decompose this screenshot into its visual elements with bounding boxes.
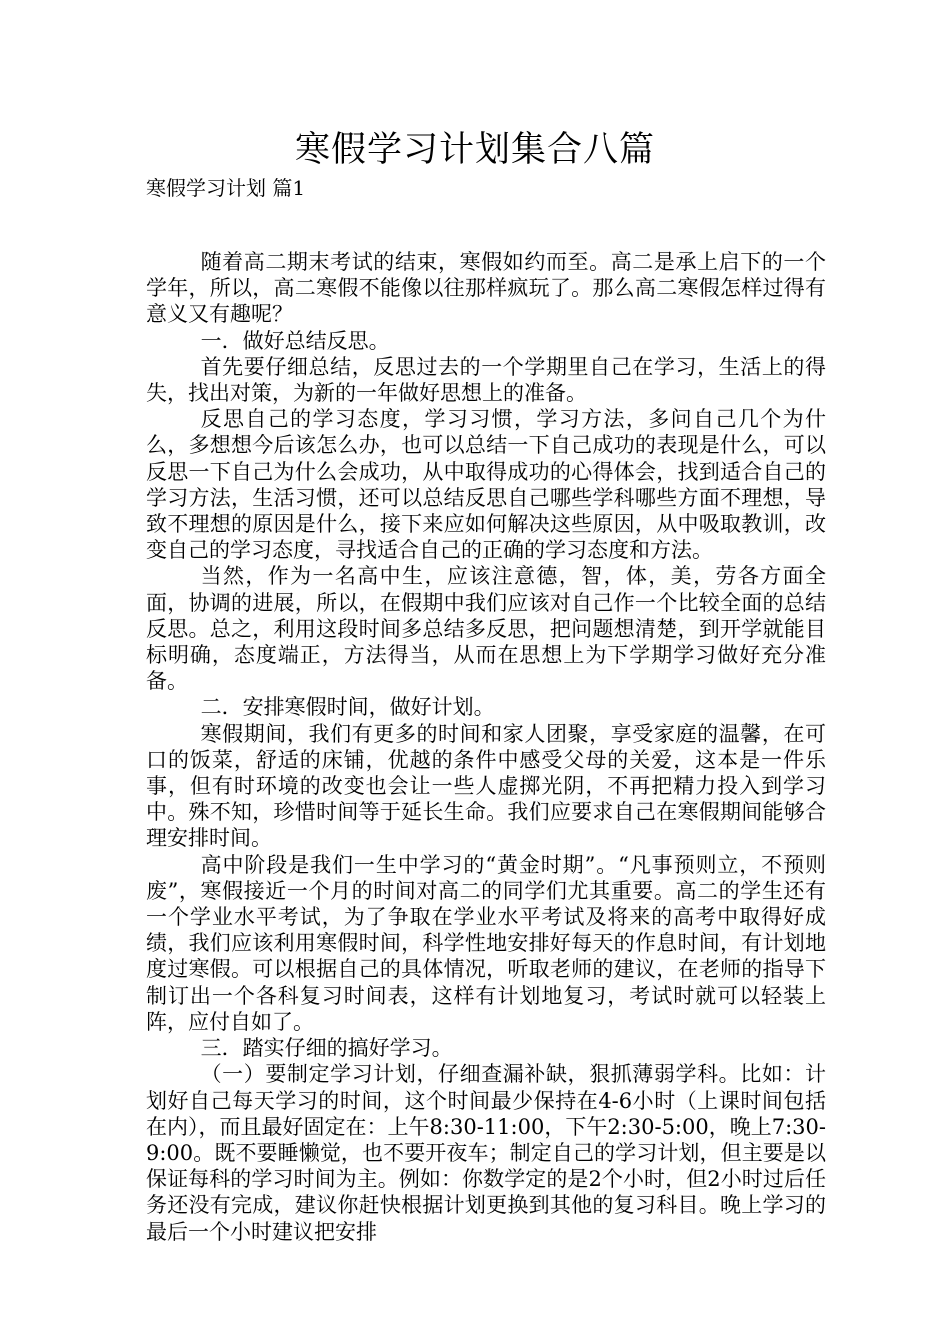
document-body bbox=[146, 249, 826, 1245]
section-heading-1: 一．做好总结反思。 bbox=[200, 328, 390, 353]
document-title: 寒假学习计划集合八篇 bbox=[294, 130, 655, 170]
paragraph: 寒假期间，我们有更多的时间和家人团聚，享受家庭的温馨，在可口的饭菜，舒适的床铺，优越的条件中感受父母的关爱，这本是一件乐事，但有时环境的改变也会让一些人虚掷光阴，不再把精力投入到学习中。殊不知，珍惜时间等于延长生命。我们应要求自己在寒假期间能够合理安排时间。 bbox=[146, 721, 826, 851]
section-heading-3: 三．踏实仔细的搞好学习。 bbox=[200, 1036, 453, 1061]
document-subtitle: 寒假学习计划 篇1 bbox=[146, 176, 306, 200]
paragraph: （一）要制定学习计划，仔细查漏补缺，狠抓薄弱学科。比如：计划好自己每天学习的时间，这个时间最少保持在4-6小时（上课时间包括在内），而且最好固定在：上午8:30-11:00，下午2:30-5:00，晚上7:30-9:00。既不要睡懒觉，也不要开夜车；制定自己的学习计划，但主要是以保证每科的学习时间为主。例如：你数学定的是2个小时，但2小时过后任务还没有完成，建议你赶快根据计划更换到其他的复习科目。晚上学习的最后一个小时建议把安排 bbox=[146, 1062, 826, 1244]
paragraph: 当然，作为一名高中生，应该注意德，智，体，美，劳各方面全面，协调的进展，所以，在假期中我们应该对自己作一个比较全面的总结反思。总之，利用这段时间多总结多反思，把问题想清楚，到开学就能目标明确，态度端正，方法得当，从而在思想上为下学期学习做好充分准备。 bbox=[146, 564, 826, 694]
section-heading-2: 二．安排寒假时间，做好计划。 bbox=[200, 695, 495, 720]
paragraph-intro: 随着高二期末考试的结束，寒假如约而至。高二是承上启下的一个学年，所以，高二寒假不能像以往那样疯玩了。那么高二寒假怎样过得有意义又有趣呢？ bbox=[146, 250, 826, 327]
paragraph: 首先要仔细总结，反思过去的一个学期里自己在学习，生活上的得失，找出对策，为新的一年做好思想上的准备。 bbox=[146, 354, 826, 406]
paragraph: 反思自己的学习态度，学习习惯，学习方法，多问自己几个为什么，多想想今后该怎么办，也可以总结一下自己成功的表现是什么，可以反思一下自己为什么会成功，从中取得成功的心得体会，找到适合自己的学习方法，生活习惯，还可以总结反思自己哪些学科哪些方面不理想，导致不理想的原因是什么，接下来应如何解决这些原因，从中吸取教训，改变自己的学习态度，寻找适合自己的正确的学习态度和方法。 bbox=[146, 407, 826, 563]
paragraph: 高中阶段是我们一生中学习的“黄金时期”。“凡事预则立，不预则废”，寒假接近一个月的时间对高二的同学们尤其重要。高二的学生还有一个学业水平考试，为了争取在学业水平考试及将来的高考中取得好成绩，我们应该利用寒假时间，科学性地安排好每天的作息时间，有计划地度过寒假。可以根据自己的具体情况，听取老师的建议，在老师的指导下制订出一个各科复习时间表，这样有计划地复习，考试时就可以轻装上阵，应付自如了。 bbox=[146, 852, 826, 1034]
